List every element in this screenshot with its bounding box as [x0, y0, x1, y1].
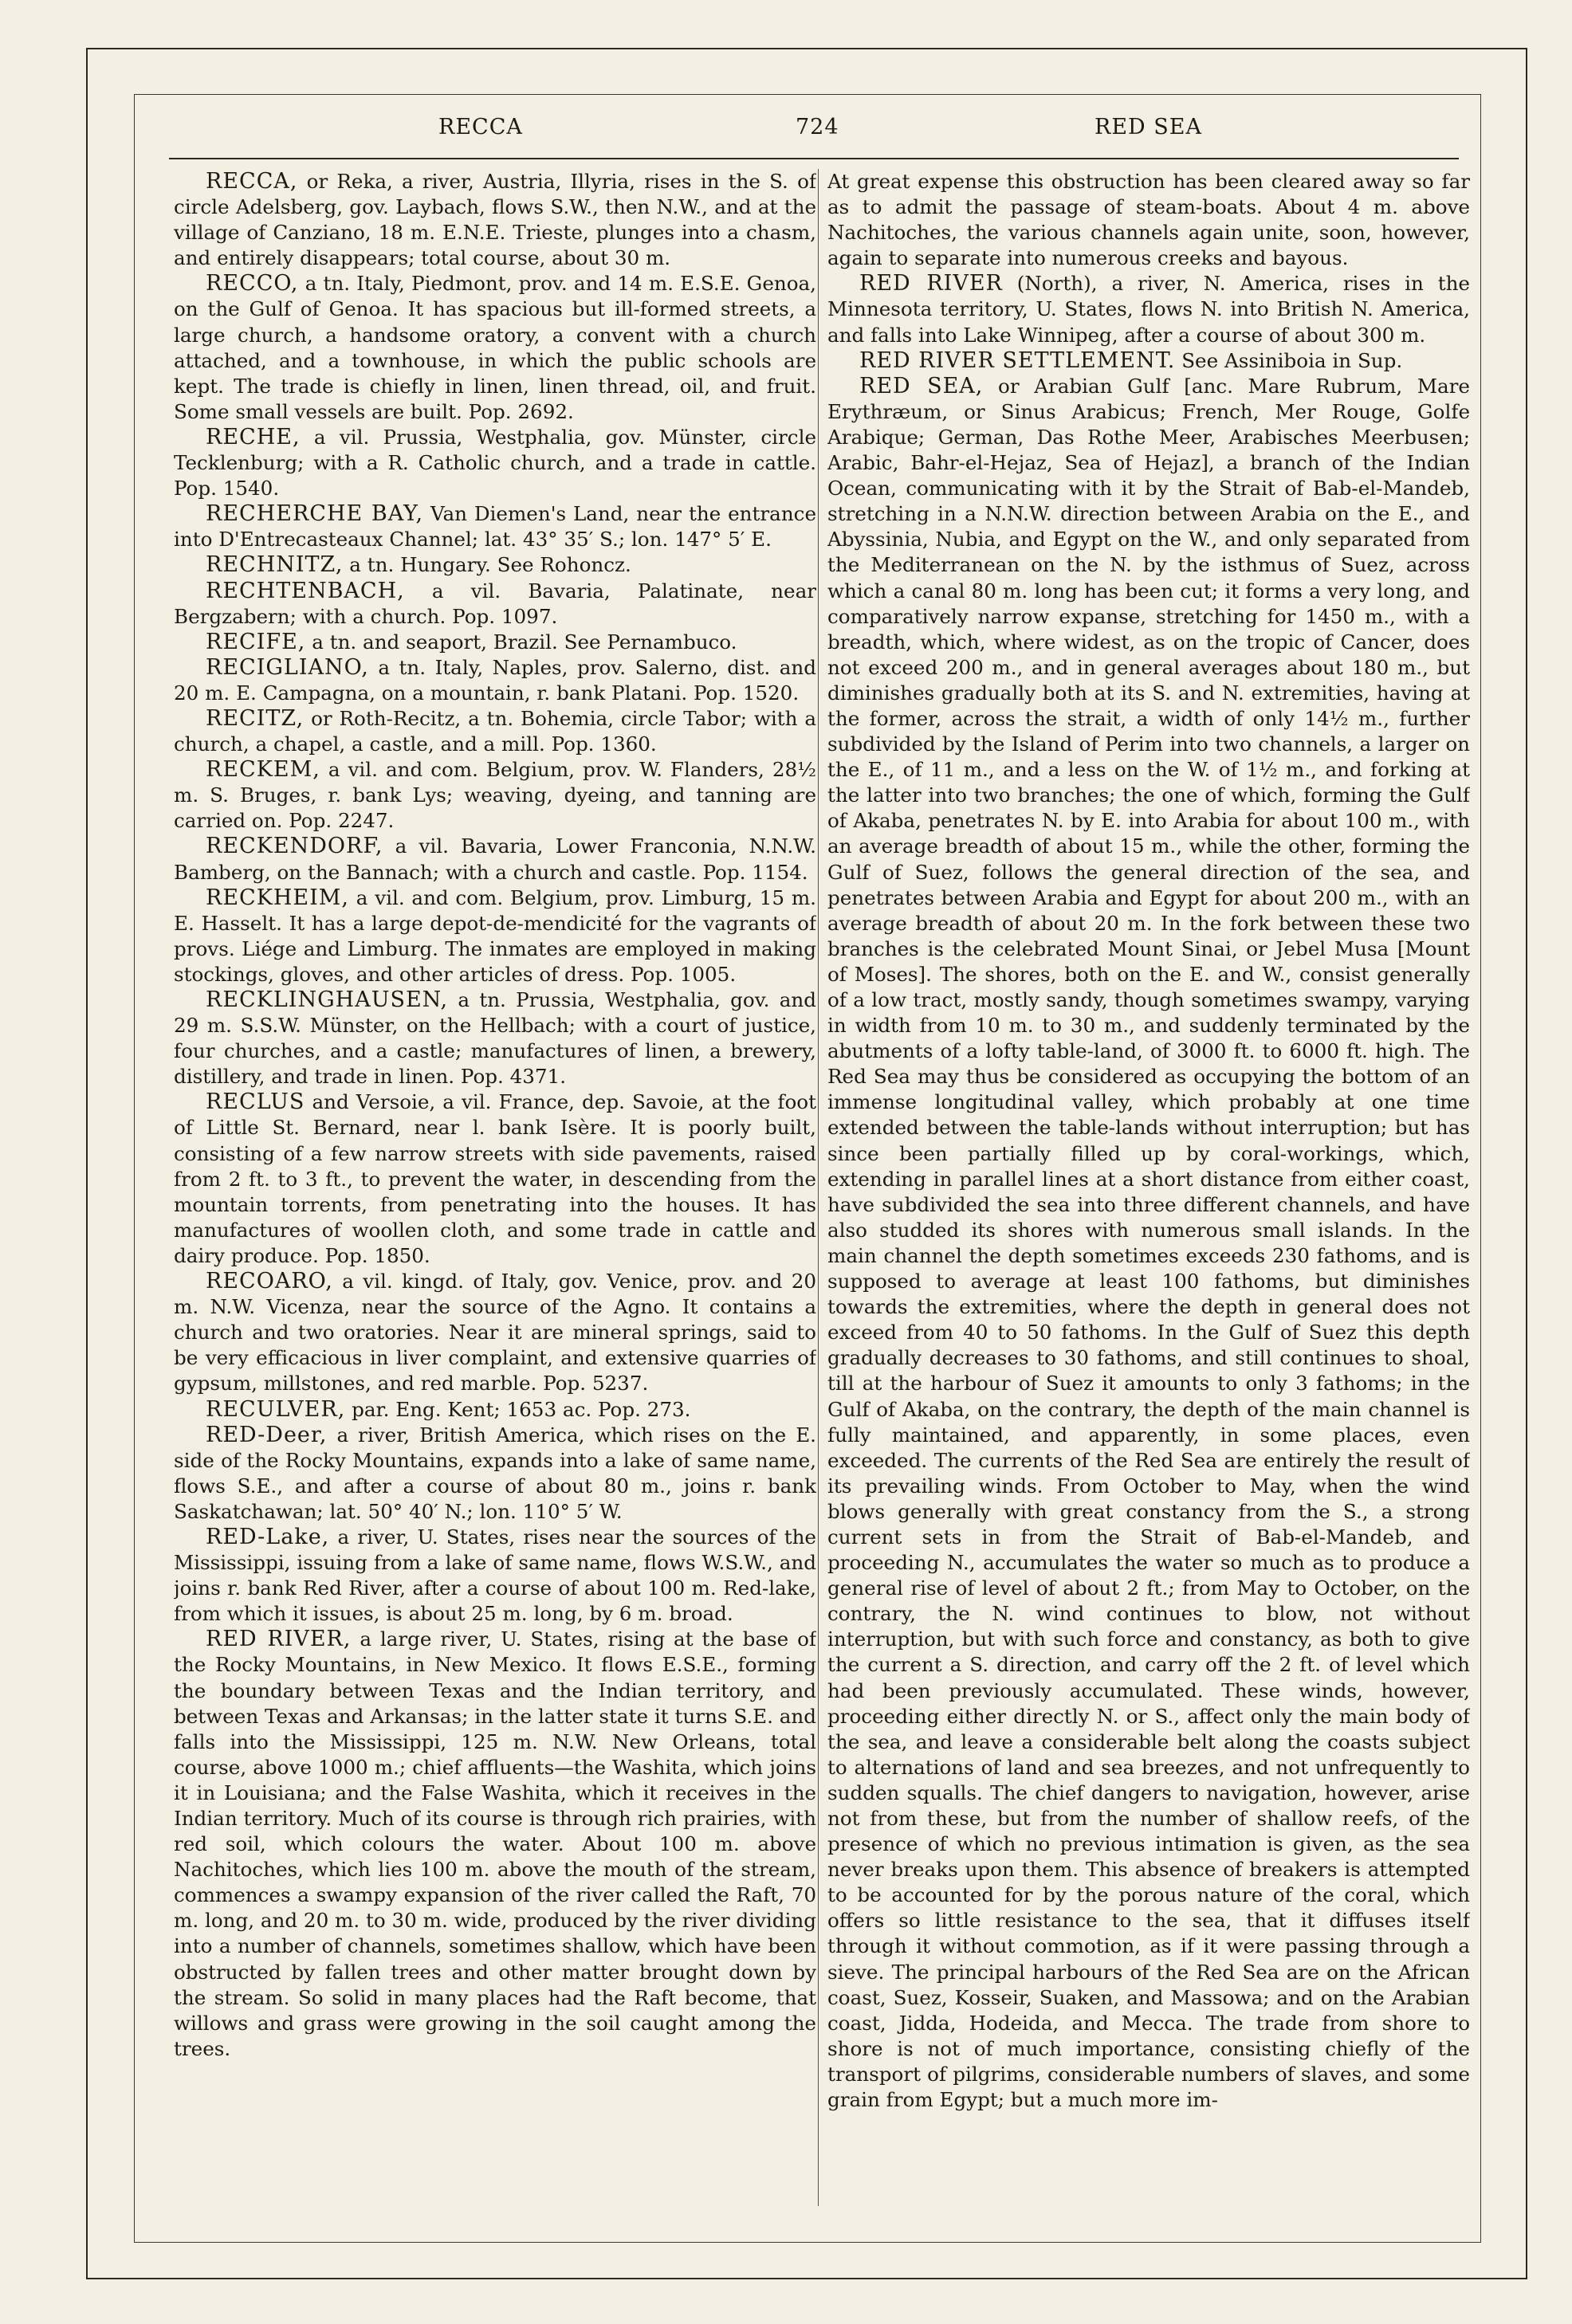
right-column — [827, 169, 1470, 2209]
entry-text: a vil. Prussia, Westphalia, gov. Münster, circle Tecklenburg; with a R. Catholic church, and a trade in cattle. Pop. 1540. — [174, 425, 816, 501]
entry-headword: RED SEA, — [859, 373, 984, 398]
entry — [174, 1397, 816, 1423]
entry-text: a river, British America, which rises on the E. side of the Rocky Mountains, expands into a lake of same name, flows S.E., and after a course of about 80 m., joins r. bank Saskatchawan; lat. 50° 40′ N.; lon. 110° 5′ W. — [174, 1423, 816, 1523]
entry-headword: RECKENDORF, — [206, 834, 383, 859]
entry — [174, 630, 816, 655]
column-divider — [818, 169, 819, 2206]
entry — [174, 834, 816, 885]
entry-text: See Assiniboia in Sup. — [1181, 348, 1403, 372]
entry — [827, 348, 1470, 374]
entry-headword: RECKEM, — [206, 757, 320, 783]
entry — [174, 987, 816, 1089]
entry-text: (North), a river, N. America, rises in the Minnesota territory, U. States, flows N. into British N. America, and falls into Lake Winnipeg, after a course of about 300 m. — [827, 272, 1470, 347]
entry-headword: RED RIVER, — [206, 1627, 352, 1652]
entry-headword: RECOARO, — [206, 1269, 333, 1294]
header-rule — [169, 158, 1459, 159]
entry-headword: RECKHEIM, — [206, 885, 350, 910]
entry — [174, 271, 816, 425]
entry-headword: RED RIVER — [859, 271, 1003, 296]
entry — [174, 552, 816, 578]
entry-text: a tn. and seaport, Brazil. See Pernambuco. — [312, 630, 737, 654]
entry-headword: RECKLINGHAUSEN, — [206, 987, 449, 1012]
entry-text: a large river, U. States, rising at the base of the Rocky Mountains, in New Mexico. It flows E.S.E., forming the boundary between Texas and the Indian territory, and between Texas and Arkansas; in the latter state it turns S.E. and falls into the Mississippi, 125 m. N.W. New Orleans, total course, above 1000 m.; chief affluents—the Washita, which joins it in Louisiana; and the False Washita, which it receives in the Indian territory. Much of its course is through rich prairies, with red soil, which colours the water. About 100 m. above Nachitoches, which lies 100 m. above the mouth of the stream, commences a swampy expansion of the river called the Raft, 70 m. long, and 20 m. to 30 m. wide, produced by the river dividing into a number of channels, sometimes shallow, which have been obstructed by fallen trees and other matter brought down by the stream. So solid in many places had the Raft become, that willows and grass were growing in the soil caught among the trees. — [174, 1627, 816, 2060]
header-left-word: RECCA — [438, 115, 523, 139]
entry — [174, 1627, 816, 2062]
entry-headword: RECHTENBACH, — [206, 578, 405, 603]
left-column — [174, 169, 816, 2209]
entry-headword: RECIGLIANO, — [206, 654, 369, 680]
entry-text: a tn. Italy, Naples, prov. Salerno, dist. and 20 m. E. Campagna, on a mountain, r. bank Platani. Pop. 1520. — [174, 655, 816, 705]
entry-headword: RECHE, — [206, 424, 301, 449]
entry-text: a vil. Bavaria, Palatinate, near Bergzabern; with a church. Pop. 1097. — [174, 579, 816, 628]
entry — [174, 1089, 816, 1269]
entry-headword: RECHERCHE BAY, — [206, 501, 424, 527]
entry — [174, 1423, 816, 1525]
entry-text: or Roth-Recitz, a tn. Bohemia, circle Tabor; with a church, a chapel, a castle, and a mill. Pop. 1360. — [174, 706, 816, 756]
entry-text: and Versoie, a vil. France, dep. Savoie, at the foot of Little St. Bernard, near l. bank Isère. It is poorly built, consisting of a few narrow streets with side pavements, raised from 2 ft. to 3 ft., to prevent the water, in descending from the mountain torrents, from penetrating into the houses. It has manufactures of woollen cloth, and some trade in cattle and dairy produce. Pop. 1850. — [174, 1090, 816, 1267]
entry — [174, 757, 816, 834]
entry-text: or Arabian Gulf [anc. Mare Rubrum, Mare Erythræum, or Sinus Arabicus; French, Mer Rouge, Golfe Arabique; German, Das Rothe Meer, Arabisches Meerbusen; Arabic, Bahr-el-Hejaz, Sea of Hejaz], a branch of the Indian Ocean, communicating with it by the Strait of Bab-el-Mandeb, stretching in a N.N.W. direction between Arabia on the E., and Abyssinia, Nubia, and Egypt on the W., and only separated from the Mediterranean on the N. by the isthmus of Suez, across which a canal 80 m. long has been cut; it forms a very long, and comparatively narrow expanse, stretching for 1450 m., with a breadth, which, where widest, as on the tropic of Cancer, does not exceed 200 m., and in general averages about 180 m., but diminishes gradually both at its S. and N. extremities, having at the former, across the strait, a width of only 14½ m., further subdivided by the Island of Perim into two channels, a larger on the E., of 11 m., and a less on the W. of 1½ m., and forking at the latter into two branches; the one of which, forming the Gulf of Akaba, penetrates N. by E. into Arabia for about 100 m., with an average breadth of about 15 m., while the other, forming the Gulf of Suez, follows the general direction of the sea, and penetrates between Arabia and Egypt for about 200 m., with an average breadth of about 20 m. In the fork between these two branches is the celebrated Mount Sinai, or Jebel Musa [Mount of Moses]. The shores, both on the E. and W., consist generally of a low tract, mostly sandy, though sometimes swampy, varying in width from 10 m. to 30 m., and suddenly terminated by the abutments of a lofty table-land, of 3000 ft. to 6000 ft. high. The Red Sea may thus be considered as occupying the bottom of an immense longitudinal valley, which probably at one time extended between the table-lands without interruption; but has since been partially filled up by coral-workings, which, extending in parallel lines at a short distance from either coast, have subdivided the sea into three different channels, and have also studded its shores with numerous small islands. In the main channel the depth sometimes exceeds 230 fathoms, and is supposed to average at least 100 fathoms, but diminishes towards the extremities, where the depth in general does not exceed from 40 to 50 fathoms. In the Gulf of Suez this depth gradually decreases to 30 fathoms, and still continues to shoal, till at the harbour of Suez it amounts to only 3 fathoms; in the Gulf of Akaba, on the contrary, the depth of the main channel is fully maintained, and apparently, in some places, even exceeded. The currents of the Red Sea are entirely the result of its prevailing winds. From October to May, when the wind blows generally with great constancy from the S., a strong current sets in from the Strait of Bab-el-Mandeb, and proceeding N., accumulates the water so much as to produce a general rise of level of about 2 ft.; from May to October, on the contrary, the N. wind continues to blow, not without interruption, but with such force and constancy, as both to give the current a S. direction, and carry off the 2 ft. of level which had been previously accumulated. These winds, however, proceeding either directly N. or S., affect only the main body of the sea, and leave a considerable belt along the coasts subject to alternations of land and sea breezes, and not unfrequently to sudden squalls. The chief dangers to navigation, however, arise not from these, but from the number of shallow reefs, of the presence of which no previous intimation is given, as the sea never breaks upon them. This absence of breakers is attempted to be accounted for by the porous nature of the coral, which offers so little resistance to the sea, that it diffuses itself through it without commotion, as if it were passing through a sieve. The principal harbours of the Red Sea are on the African coast, Suez, Kosseir, Suaken, and Massowa; and on the Arabian coast, Jidda, Hodeida, and Mecca. The trade from shore to shore is not of much importance, consisting chiefly of the transport of pilgrims, considerable numbers of slaves, and some grain from Egypt; but a much more im- — [827, 374, 1470, 2112]
entry-headword: RED-Lake, — [206, 1524, 330, 1549]
header-right-word: RED SEA — [1095, 115, 1202, 139]
entry-text: or Reka, a river, Austria, Illyria, rises in the S. of circle Adelsberg, gov. Laybach, flows S.W., then N.W., and at the village of Canziano, 18 m. E.N.E. Trieste, plunges into a chasm, and entirely disappears; total course, about 30 m. — [174, 170, 816, 270]
entry — [174, 1269, 816, 1396]
entry-text: a vil. Bavaria, Lower Franconia, N.N.W. Bamberg, on the Bannach; with a church and castle. Pop. 1154. — [174, 834, 816, 884]
entry — [174, 579, 816, 630]
entry — [174, 706, 816, 757]
entry — [174, 169, 816, 271]
entry-headword: RECHNITZ, — [206, 552, 344, 578]
entry-text: a tn. Italy, Piedmont, prov. and 14 m. E.S.E. Genoa, on the Gulf of Genoa. It has spacious but ill-formed streets, a large church, a handsome oratory, a convent with a church attached, and a townhouse, in which the public schools are kept. The trade is chiefly in linen, linen thread, oil, and fruit. Some small vessels are built. Pop. 2692. — [174, 272, 816, 423]
entry-headword: RED RIVER SETTLEMENT. — [859, 347, 1176, 373]
entry — [174, 501, 816, 552]
entry — [174, 655, 816, 706]
entry-headword: RECIFE, — [206, 629, 306, 654]
entry — [827, 271, 1470, 347]
entry — [174, 425, 816, 501]
entry-headword: RECCO, — [206, 271, 299, 296]
page-number: 724 — [796, 115, 839, 139]
running-header — [134, 115, 1481, 155]
entry-text: Van Diemen's Land, near the entrance into D'Entrecasteaux Channel; lat. 43° 35′ S.; lon. 147° 5′ E. — [174, 502, 816, 552]
entry-headword: RECLUS — [206, 1089, 305, 1115]
entry-headword: RED-Deer, — [206, 1422, 328, 1447]
entry — [174, 885, 816, 987]
entry-text: a vil. and com. Belgium, prov. W. Flanders, 28½ m. S. Bruges, r. bank Lys; weaving, dyeing, and tanning are carried on. Pop. 2247. — [174, 758, 816, 833]
entry-text: a tn. Prussia, Westphalia, gov. and 29 m. S.S.W. Münster, on the Hellbach; with a court of justice, four churches, and a castle; manufactures of linen, a brewery, distillery, and trade in linen. Pop. 4371. — [174, 988, 816, 1089]
entry-text: par. Eng. Kent; 1653 ac. Pop. 273. — [352, 1397, 691, 1421]
entry-text: a vil. and com. Belgium, prov. Limburg, 15 m. E. Hasselt. It has a large depot-de-mendicité for the vagrants of provs. Liége and Limburg. The inmates are employed in making stockings, gloves, and other articles of dress. Pop. 1005. — [174, 885, 816, 986]
entry-text: At great expense this obstruction has been cleared away so far as to admit the passage of steam-boats. About 4 m. above Nachitoches, the various channels again unite, soon, however, again to separate into numerous creeks and bayous. — [827, 170, 1470, 270]
entry-text: a river, U. States, rises near the sources of the Mississippi, issuing from a lake of same name, flows W.S.W., and joins r. bank Red River, after a course of about 100 m. Red-lake, from which it issues, is about 25 m. long, by 6 m. broad. — [174, 1525, 816, 1626]
entry-text: a tn. Hungary. See Rohoncz. — [349, 553, 631, 577]
entry-headword: RECULVER, — [206, 1396, 346, 1422]
entry-headword: RECCA, — [206, 169, 298, 194]
entry — [827, 374, 1470, 2113]
entry-text: a vil. kingd. of Italy, gov. Venice, prov. and 20 m. N.W. Vicenza, near the source of the Agno. It contains a church and two oratories. Near it are mineral springs, said to be very efficacious in liver complaint, and extensive quarries of gypsum, millstones, and red marble. Pop. 5237. — [174, 1270, 816, 1396]
entry — [174, 1525, 816, 1627]
entry-headword: RECITZ, — [206, 705, 305, 731]
entry-continuation — [827, 169, 1470, 271]
